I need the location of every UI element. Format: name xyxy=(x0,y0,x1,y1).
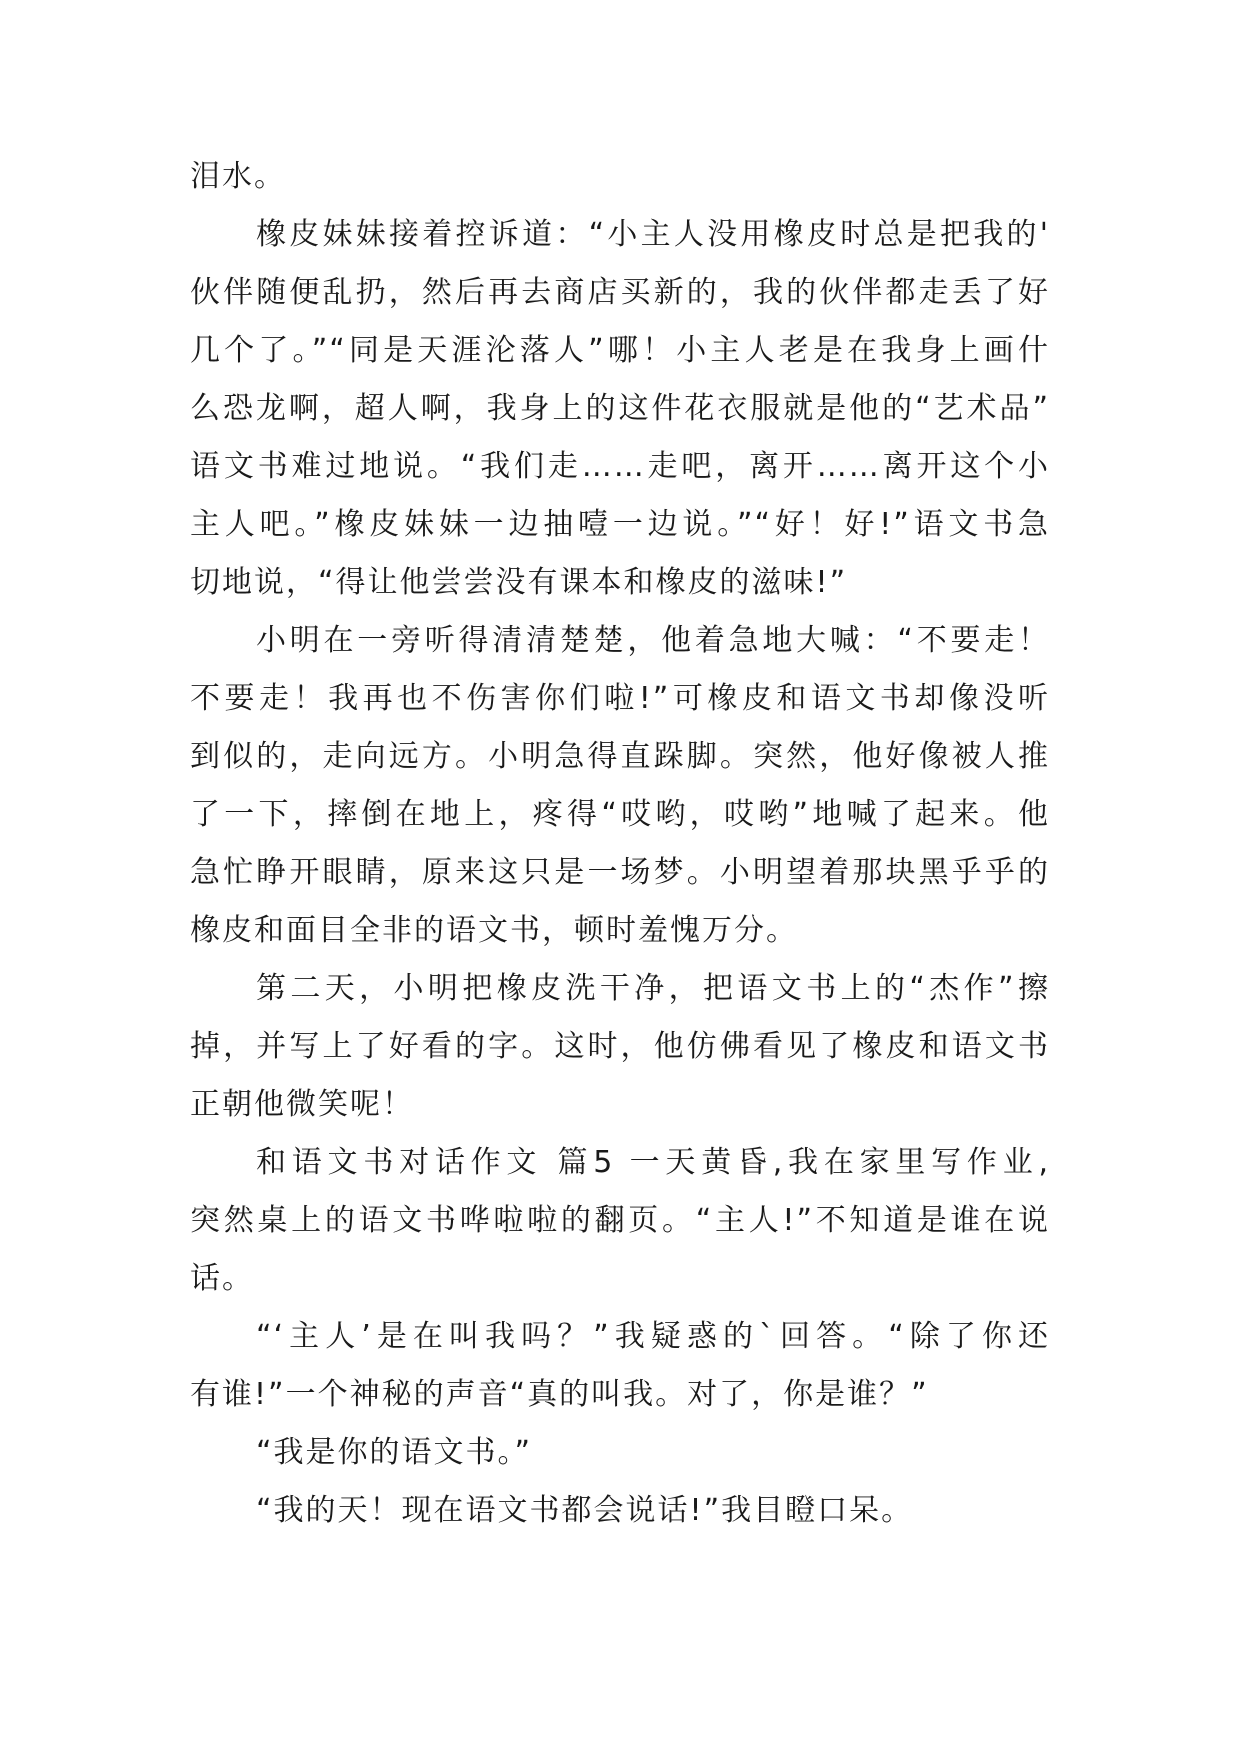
text-line: 切地说，“得让他尝尝没有课本和橡皮的滋味!” xyxy=(190,565,848,600)
text-line: 橡皮妹妹接着控诉道：“小主人没用橡皮时总是把我的' xyxy=(256,217,1050,252)
text-line: 话。 xyxy=(190,1261,254,1296)
text-line: 急忙睁开眼睛，原来这只是一场梦。小明望着那块黑乎乎的 xyxy=(190,855,1050,890)
text-line: 伙伴随便乱扔，然后再去商店买新的，我的伙伴都走丢了好 xyxy=(190,275,1050,310)
text-line: 橡皮和面目全非的语文书，顿时羞愧万分。 xyxy=(190,913,798,948)
text-line: 几个了。”“同是天涯沦落人”哪！小主人老是在我身上画什 xyxy=(190,333,1050,368)
article-body xyxy=(190,148,1050,1540)
text-line: 掉，并写上了好看的字。这时，他仿佛看见了橡皮和语文书 xyxy=(190,1029,1050,1064)
text-line: “我是你的语文书。” xyxy=(256,1435,533,1470)
text-line: “我的天！现在语文书都会说话!”我目瞪口呆。 xyxy=(256,1493,914,1528)
text-line: 有谁!”一个神秘的声音“真的叫我。对了，你是谁？” xyxy=(190,1377,929,1412)
text-line: 泪水。 xyxy=(190,159,286,194)
text-line: 和语文书对话作文 篇5 一天黄昏,我在家里写作业, xyxy=(256,1145,1050,1180)
text-line: “‘主人’是在叫我吗？”我疑惑的`回答。“除了你还 xyxy=(256,1319,1050,1354)
text-line: 语文书难过地说。“我们走……走吧，离开……离开这个小 xyxy=(190,449,1050,484)
text-line: 到似的，走向远方。小明急得直跺脚。突然，他好像被人推 xyxy=(190,739,1050,774)
text-line: 了一下，摔倒在地上，疼得“哎哟，哎哟”地喊了起来。他 xyxy=(190,797,1050,832)
text-line: 小明在一旁听得清清楚楚，他着急地大喊：“不要走！ xyxy=(256,623,1050,658)
text-line: 第二天，小明把橡皮洗干净，把语文书上的“杰作”擦 xyxy=(256,971,1050,1006)
text-line: 么恐龙啊，超人啊，我身上的这件花衣服就是他的“艺术品” xyxy=(190,391,1050,426)
text-line: 突然桌上的语文书哗啦啦的翻页。“主人!”不知道是谁在说 xyxy=(190,1203,1050,1238)
text-line: 正朝他微笑呢！ xyxy=(190,1087,414,1122)
text-line: 不要走！我再也不伤害你们啦!”可橡皮和语文书却像没听 xyxy=(190,681,1050,716)
text-line: 主人吧。”橡皮妹妹一边抽噎一边说。”“好！好!”语文书急 xyxy=(190,507,1050,542)
